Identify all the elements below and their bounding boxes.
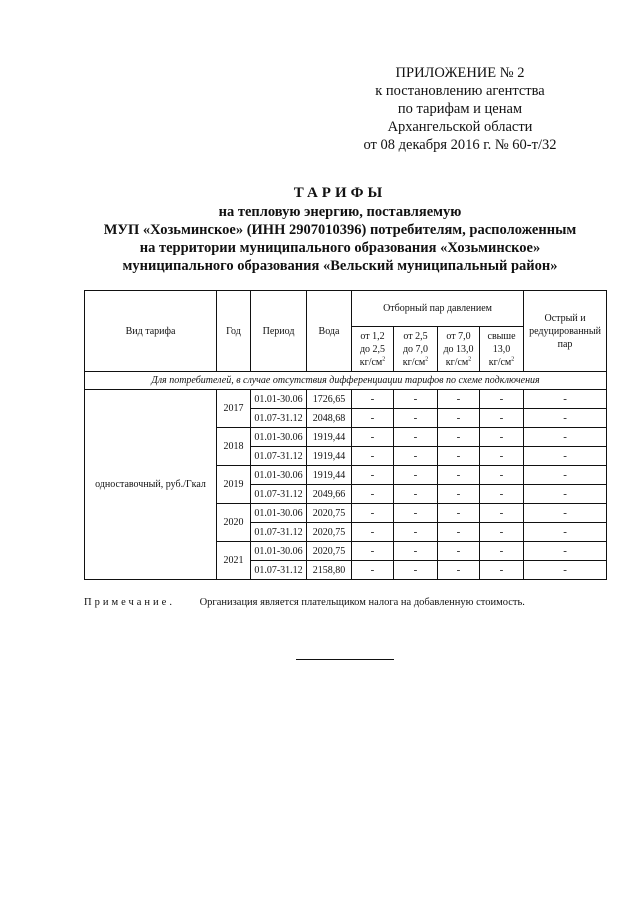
steam-tariff-cell: -: [352, 504, 394, 523]
period-cell: 01.07-31.12: [251, 561, 307, 580]
table-row: [85, 390, 607, 409]
appendix-title: ПРИЛОЖЕНИЕ № 2: [395, 65, 525, 81]
header-steam-range-2: [394, 327, 438, 372]
period-cell: 01.07-31.12: [251, 409, 307, 428]
steam-tariff-cell: -: [394, 409, 438, 428]
water-tariff-cell: 2020,75: [307, 523, 352, 542]
steam-tariff-cell: -: [480, 390, 524, 409]
year-cell: 2021: [217, 542, 251, 580]
steam-tariff-cell: -: [352, 542, 394, 561]
steam-tariff-cell: -: [352, 390, 394, 409]
tariff-table: [84, 290, 607, 580]
sharp-steam-tariff-cell: -: [524, 428, 607, 447]
steam-tariff-cell: -: [394, 447, 438, 466]
steam-tariff-cell: -: [394, 390, 438, 409]
period-cell: 01.07-31.12: [251, 523, 307, 542]
steam-tariff-cell: -: [394, 561, 438, 580]
note: [84, 597, 624, 608]
closing-divider: [296, 659, 394, 660]
period-cell: 01.01-30.06: [251, 390, 307, 409]
header-steam-range-1: [352, 327, 394, 372]
water-tariff-cell: 1726,65: [307, 390, 352, 409]
year-cell: 2018: [217, 428, 251, 466]
steam-tariff-cell: -: [352, 485, 394, 504]
sharp-steam-tariff-cell: -: [524, 523, 607, 542]
steam-tariff-cell: -: [352, 466, 394, 485]
range-to: до 2,5: [359, 343, 386, 355]
sharp-steam-tariff-cell: -: [524, 542, 607, 561]
header-steam-range-4: [480, 327, 524, 372]
steam-tariff-cell: -: [438, 390, 480, 409]
document-title: [60, 183, 620, 275]
title-main: ТАРИФЫ: [293, 185, 387, 201]
water-tariff-cell: 1919,44: [307, 447, 352, 466]
steam-tariff-cell: -: [480, 485, 524, 504]
steam-tariff-cell: -: [438, 409, 480, 428]
steam-tariff-cell: -: [438, 485, 480, 504]
steam-tariff-cell: -: [438, 523, 480, 542]
header-sharp-line: Острый и: [544, 312, 586, 324]
water-tariff-cell: 1919,44: [307, 466, 352, 485]
range-from: от 7,0: [446, 330, 471, 342]
title-line: МУП «Хозьминское» (ИНН 2907010396) потребителям, расположенным: [103, 222, 577, 238]
steam-tariff-cell: -: [480, 466, 524, 485]
steam-tariff-cell: -: [480, 447, 524, 466]
water-tariff-cell: 2020,75: [307, 504, 352, 523]
year-cell: 2019: [217, 466, 251, 504]
range-from: свыше: [487, 330, 516, 342]
steam-tariff-cell: -: [352, 447, 394, 466]
steam-tariff-cell: -: [394, 542, 438, 561]
steam-tariff-cell: -: [352, 561, 394, 580]
unit-label: $кг/см^2$: [359, 356, 386, 368]
steam-tariff-cell: -: [394, 466, 438, 485]
steam-tariff-cell: -: [480, 409, 524, 428]
header-tariff-type: Вид тарифа: [85, 291, 217, 372]
period-cell: 01.07-31.12: [251, 485, 307, 504]
appendix-line: по тарифам и ценам: [397, 101, 523, 117]
steam-tariff-cell: -: [352, 428, 394, 447]
header-steam-group: Отборный пар давлением: [352, 291, 524, 327]
range-from: от 2,5: [403, 330, 428, 342]
header-water: Вода: [307, 291, 352, 372]
header-sharp-line: редуцированный: [529, 325, 601, 337]
range-to: 13,0: [492, 343, 511, 355]
water-tariff-cell: 1919,44: [307, 428, 352, 447]
sharp-steam-tariff-cell: -: [524, 409, 607, 428]
steam-tariff-cell: -: [480, 428, 524, 447]
steam-tariff-cell: -: [394, 428, 438, 447]
water-tariff-cell: 2020,75: [307, 542, 352, 561]
range-to: до 13,0: [443, 343, 474, 355]
sharp-steam-tariff-cell: -: [524, 390, 607, 409]
steam-tariff-cell: -: [438, 447, 480, 466]
sharp-steam-tariff-cell: -: [524, 561, 607, 580]
period-cell: 01.07-31.12: [251, 447, 307, 466]
unit-label: $кг/см^2$: [402, 356, 429, 368]
steam-tariff-cell: -: [480, 561, 524, 580]
steam-tariff-cell: -: [394, 485, 438, 504]
note-text: Организация является плательщиком налога на добавленную стоимость.: [199, 597, 525, 608]
appendix-line: Архангельской области: [387, 119, 533, 135]
appendix-line: к постановлению агентства: [375, 83, 545, 99]
steam-tariff-cell: -: [438, 466, 480, 485]
steam-tariff-cell: -: [352, 409, 394, 428]
title-line: на тепловую энергию, поставляемую: [218, 204, 462, 220]
steam-tariff-cell: -: [480, 523, 524, 542]
sharp-steam-tariff-cell: -: [524, 485, 607, 504]
appendix-block: [340, 64, 580, 154]
period-cell: 01.01-30.06: [251, 542, 307, 561]
range-from: от 1,2: [360, 330, 385, 342]
water-tariff-cell: 2158,80: [307, 561, 352, 580]
steam-tariff-cell: -: [480, 542, 524, 561]
steam-tariff-cell: -: [438, 542, 480, 561]
tariff-type-cell: одноставочный, руб./Гкал: [85, 390, 217, 580]
unit-label: $кг/см^2$: [445, 356, 472, 368]
unit-label: $кг/см^2$: [488, 356, 515, 368]
sharp-steam-tariff-cell: -: [524, 447, 607, 466]
note-label: Примечание.: [84, 597, 175, 608]
sharp-steam-tariff-cell: -: [524, 466, 607, 485]
header-period: Период: [251, 291, 307, 372]
range-to: до 7,0: [402, 343, 429, 355]
header-steam-range-3: [438, 327, 480, 372]
title-line: на территории муниципального образования «Хозьминское»: [139, 240, 541, 256]
year-cell: 2020: [217, 504, 251, 542]
water-tariff-cell: 2048,68: [307, 409, 352, 428]
consumer-subheader: Для потребителей, в случае отсутствия дифференциации тарифов по схеме подключения: [85, 372, 607, 390]
appendix-date: от 08 декабря 2016 г. № 60-т/32: [363, 137, 557, 153]
header-sharp-line: пар: [557, 338, 573, 350]
steam-tariff-cell: -: [438, 428, 480, 447]
period-cell: 01.01-30.06: [251, 428, 307, 447]
steam-tariff-cell: -: [438, 504, 480, 523]
sharp-steam-tariff-cell: -: [524, 504, 607, 523]
steam-tariff-cell: -: [438, 561, 480, 580]
steam-tariff-cell: -: [394, 504, 438, 523]
header-sharp-steam: [524, 291, 607, 372]
steam-tariff-cell: -: [480, 504, 524, 523]
title-line: муниципального образования «Вельский муниципальный район»: [122, 258, 558, 274]
year-cell: 2017: [217, 390, 251, 428]
steam-tariff-cell: -: [394, 523, 438, 542]
header-year: Год: [217, 291, 251, 372]
period-cell: 01.01-30.06: [251, 466, 307, 485]
water-tariff-cell: 2049,66: [307, 485, 352, 504]
period-cell: 01.01-30.06: [251, 504, 307, 523]
steam-tariff-cell: -: [352, 523, 394, 542]
